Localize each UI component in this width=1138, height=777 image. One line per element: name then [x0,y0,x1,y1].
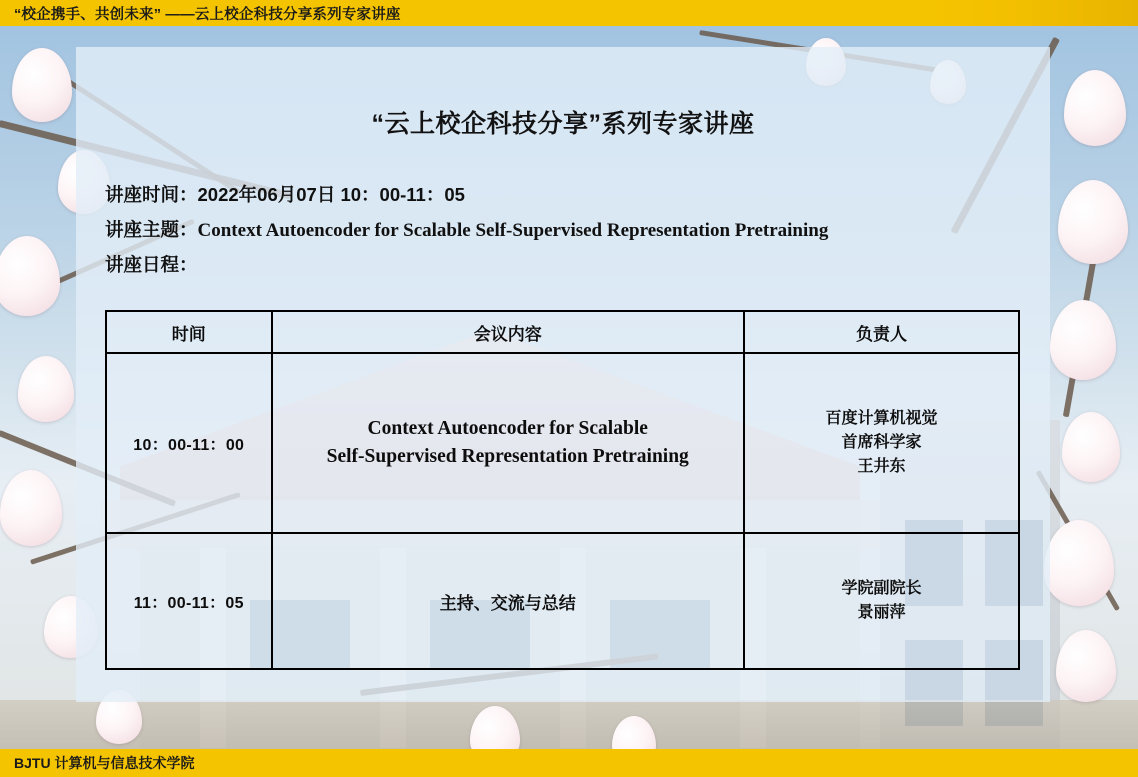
content-card [76,47,1050,702]
page-title: “云上校企科技分享”系列专家讲座 [371,110,755,138]
lecture-time-label: 讲座时间： [105,184,198,205]
magnolia-blossom [1050,300,1116,380]
lecture-agenda-label: 讲座日程： [105,254,198,275]
cell-content [272,533,744,669]
table-header-row [106,311,1019,353]
cell-person [744,353,1019,533]
magnolia-blossom [0,236,60,316]
lecture-topic-label: 讲座主题： [105,219,198,240]
cell-person-line1: 百度计算机视觉 [825,410,938,427]
lecture-topic-line [105,216,1050,242]
cell-content-line2: Self-Supervised Representation Pretraining [326,446,689,467]
cell-content [272,353,744,533]
magnolia-blossom [0,470,62,546]
bottom-banner-text: BJTU 计算机与信息技术学院 [14,755,195,771]
agenda-table [105,310,1020,670]
cell-time: 10：00-11：00 [106,353,272,533]
magnolia-blossom [1056,630,1116,702]
magnolia-blossom [12,48,72,122]
cell-time: 11：00-11：05 [106,533,272,669]
bottom-banner [0,749,1138,777]
lecture-time-value: 2022年06月07日 10：00-11：05 [197,184,465,205]
cell-content-line1: 主持、交流与总结 [439,593,576,613]
table-row [106,533,1019,669]
magnolia-blossom [1058,180,1128,264]
table-header-time: 时间 [106,311,272,353]
cell-person-line2: 首席科学家 [841,434,922,451]
lecture-topic-value: Context Autoencoder for Scalable Self-Supervised Representation Pretraining [197,220,829,241]
top-banner [0,0,1138,26]
top-banner-text: “校企携手、共创未来” ——云上校企科技分享系列专家讲座 [14,6,401,23]
table-header-content: 会议内容 [272,311,744,353]
magnolia-blossom [1064,70,1126,146]
table-header-person: 负责人 [744,311,1019,353]
cell-person-line2: 景丽萍 [857,604,906,621]
lecture-time-line [105,181,1050,207]
magnolia-blossom [18,356,74,422]
magnolia-blossom [1044,520,1114,606]
top-banner-decoration [928,0,1138,26]
cell-content-line1: Context Autoencoder for Scalable [367,418,648,440]
table-row [106,353,1019,533]
magnolia-blossom [1062,412,1120,482]
cell-person-line1: 学院副院长 [841,580,922,597]
cell-person [744,533,1019,669]
cell-person-line3: 王井东 [857,458,906,475]
meta-block [105,140,1050,277]
